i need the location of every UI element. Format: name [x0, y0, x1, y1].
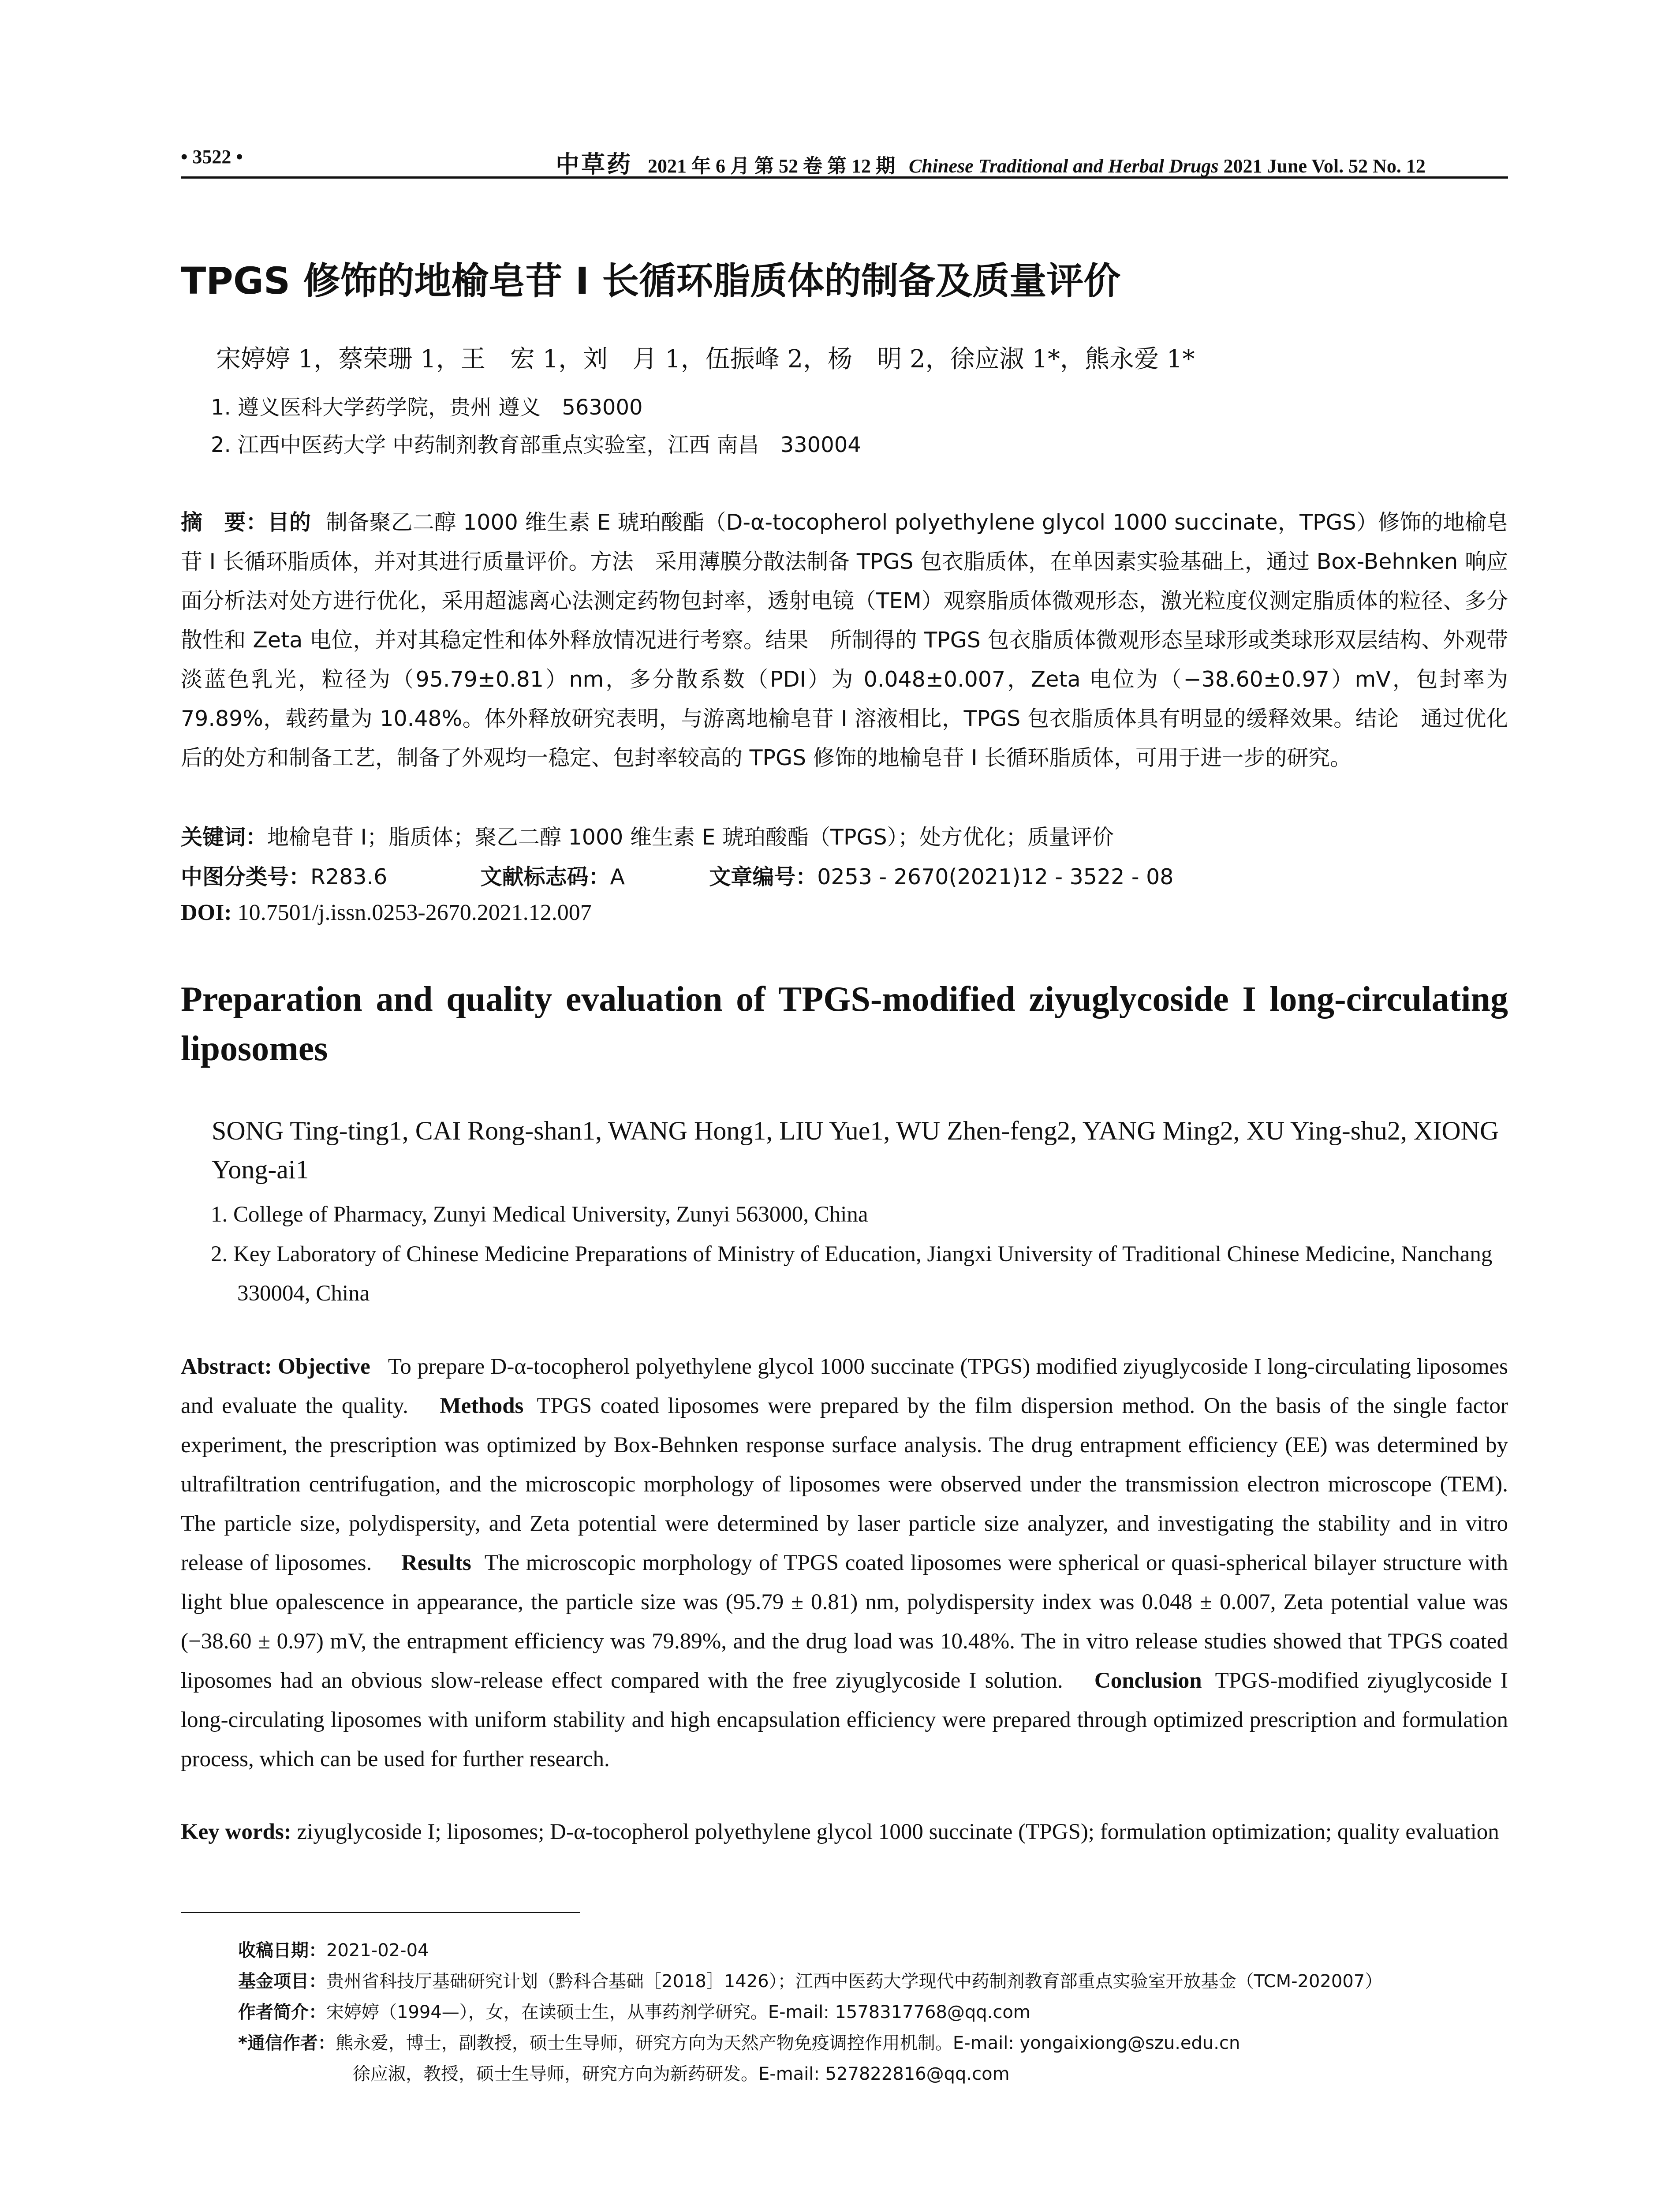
issue-en: 2021 June Vol. 52 No. 12 — [1223, 155, 1426, 177]
keywords-cn — [181, 820, 1114, 851]
footnote-rule — [181, 1912, 580, 1913]
article-no-label: 文章编号： — [709, 864, 818, 889]
affiliation-en-2: 2. Key Laboratory of Chinese Medicine Preparations of Ministry of Education, Jiangxi University of Traditional Chinese Medicine, Nanchang 330004, China — [211, 1242, 1493, 1306]
keywords-cn-text: 地榆皂苷 I；脂质体；聚乙二醇 1000 维生素 E 琥珀酸酯（TPGS）；处方优化；质量评价 — [267, 825, 1114, 850]
doi-label: DOI: — [181, 900, 232, 925]
classification-line — [181, 860, 1173, 891]
abstract-en-label: Abstract: — [181, 1354, 272, 1379]
abstract-cn — [181, 503, 1508, 777]
received-label: 收稿日期： — [238, 1940, 326, 1961]
doc-code-value: A — [610, 864, 625, 889]
keywords-en-label: Key words: — [181, 1820, 291, 1844]
abstract-cn-text: 制备聚乙二醇 1000 维生素 E 琥珀酸酯（D-α-tocopherol polyethylene glycol 1000 succinate，TPGS）修饰的地榆皂苷 I 长循环脂质体，并对其进行质量评价。方法 采用薄膜分散法制备 TPGS 包衣脂质体，在单因素实验基础上，通过 Box-Behnken 响应面分析法对处方进行优化，采用超滤离心法测定药物包封率，透射电镜（TEM）观察脂质体微观形态，激光粒度仪测定脂质体的粒径、多分散性和 Zeta 电位，并对其稳定性和体外释放情况进行考察。结果 所制得的 TPGS 包衣脂质体微观形态呈球形或类球形双层结构、外观带淡蓝色乳光，粒径为（95.79±0.81）nm，多分散系数（PDI）为 0.048±0.007，Zeta 电位为（−38.60±0.97）mV，包封率为 79.89%，载药量为 10.48%。体外释放研究表明，与游离地榆皂苷 I 溶液相比，TPGS 包衣脂质体具有明显的缓释效果。结论 通过优化后的处方和制备工艺，制备了外观均一稳定、包封率较高的 TPGS 修饰的地榆皂苷 I 长循环脂质体，可用于进一步的研究。 — [181, 510, 1508, 770]
objective-text: To prepare D-α-tocopherol polyethylene glycol 1000 succinate (TPGS) modified ziyuglycoside I long-circulating liposomes and evaluate the quality. — [181, 1354, 1508, 1418]
keywords-en — [181, 1813, 1508, 1852]
footnote-corresponding — [238, 2031, 1240, 2056]
header-rule — [181, 176, 1508, 179]
corr-label: *通信作者： — [238, 2033, 336, 2053]
results-text: The microscopic morphology of TPGS coated liposomes were spherical or quasi-spherical bilayer structure with light blue opalescence in appearance, the particle size was (95.79 ± 0.81) nm, polydispersity index was 0.048 ± 0.007, Zeta potential value was (−38.60 ± 0.97) mV, the entrapment efficiency was 79.89%, and the drug load was 10.48%. The in vitro release studies showed that TPGS coated liposomes had an obvious slow-release effect compared with the free ziyuglycoside I solution. — [181, 1551, 1508, 1693]
clc-value: R283.6 — [310, 864, 388, 889]
footnote-fund — [238, 1969, 1382, 1994]
methods-text: TPGS coated liposomes were prepared by the film dispersion method. On the basis of the single factor experiment, the prescription was optimized by Box-Behnken response surface analysis. The drug entrapment efficiency (EE) was determined by ultrafiltration centrifugation, and the microscopic morphology of liposomes were observed under the transmission electron microscope (TEM). The particle size, polydispersity, and Zeta potential were determined by laser particle size analyzer, and investigating the stability and in vitro release of liposomes. — [181, 1394, 1508, 1575]
footnote-corresponding-2: 徐应淑，教授，硕士生导师，研究方向为新药研发。E-mail: 527822816@qq.com — [353, 2064, 1010, 2084]
received-value: 2021-02-04 — [326, 1940, 429, 1961]
doi-value: 10.7501/j.issn.0253-2670.2021.12.007 — [237, 900, 592, 925]
footnote-received — [238, 1938, 429, 1963]
authors-en: SONG Ting-ting1, CAI Rong-shan1, WANG Hong1, LIU Yue1, WU Zhen-feng2, YANG Ming2, XU Ying-shu2, XIONG Yong-ai1 — [212, 1116, 1499, 1184]
article-no-value: 0253 - 2670(2021)12 - 3522 - 08 — [817, 864, 1174, 889]
methods-label: Methods — [440, 1394, 524, 1418]
bio-value: 宋婷婷（1994—），女，在读硕士生，从事药剂学研究。E-mail: 1578317768@qq.com — [326, 2002, 1030, 2022]
conclusion-label: Conclusion — [1094, 1668, 1202, 1693]
title-cn: TPGS 修饰的地榆皂苷 I 长循环脂质体的制备及质量评价 — [181, 259, 1121, 303]
abstract-cn-label: 摘 要：目的 — [181, 510, 311, 535]
footnote-bio — [238, 2000, 1030, 2025]
keywords-cn-label: 关键词： — [181, 825, 268, 850]
objective-label: Objective — [278, 1354, 370, 1379]
journal-info — [556, 146, 1426, 179]
affiliation-cn-2: 2. 江西中医药大学 中药制剂教育部重点实验室，江西 南昌 330004 — [211, 433, 861, 457]
affiliation-cn-1: 1. 遵义医科大学药学院，贵州 遵义 563000 — [211, 395, 643, 420]
abstract-en — [181, 1347, 1508, 1779]
affiliation-en-1: 1. College of Pharmacy, Zunyi Medical University, Zunyi 563000, China — [211, 1202, 868, 1227]
corr-value-1: 熊永爱，博士，副教授，硕士生导师，研究方向为天然产物免疫调控作用机制。E-mail: yongaixiong@szu.edu.cn — [335, 2033, 1240, 2053]
keywords-en-text: ziyuglycoside I; liposomes; D-α-tocopherol polyethylene glycol 1000 succinate (TPGS); formulation optimization; quality evaluation — [297, 1820, 1499, 1844]
bio-label: 作者简介： — [238, 2002, 326, 2022]
page-number: • 3522 • — [181, 146, 243, 168]
conclusion-text: TPGS-modified ziyuglycoside I long-circulating liposomes with uniform stability and high encapsulation efficiency were prepared through optimized prescription and formulation process, which can be used for further research. — [181, 1668, 1508, 1771]
title-en: Preparation and quality evaluation of TPGS-modified ziyuglycoside I long-circulating liposomes — [181, 980, 1508, 1068]
fund-label: 基金项目： — [238, 1971, 326, 1992]
journal-name-en: Chinese Traditional and Herbal Drugs — [909, 155, 1219, 177]
authors-cn: 宋婷婷 1，蔡荣珊 1，王 宏 1，刘 月 1，伍振峰 2，杨 明 2，徐应淑 1*，熊永爱 1* — [216, 345, 1195, 374]
doc-code-label: 文献标志码： — [480, 864, 610, 889]
clc-label: 中图分类号： — [181, 864, 311, 889]
running-header — [181, 146, 1508, 176]
fund-value: 贵州省科技厅基础研究计划（黔科合基础［2018］1426）；江西中医药大学现代中药制剂教育部重点实验室开放基金（TCM-202007） — [326, 1971, 1383, 1992]
journal-name-cn: 中草药 — [556, 151, 632, 178]
issue-cn: 2021 年 6 月 第 52 卷 第 12 期 — [648, 155, 895, 177]
doi-line — [181, 900, 592, 926]
results-label: Results — [401, 1551, 471, 1575]
